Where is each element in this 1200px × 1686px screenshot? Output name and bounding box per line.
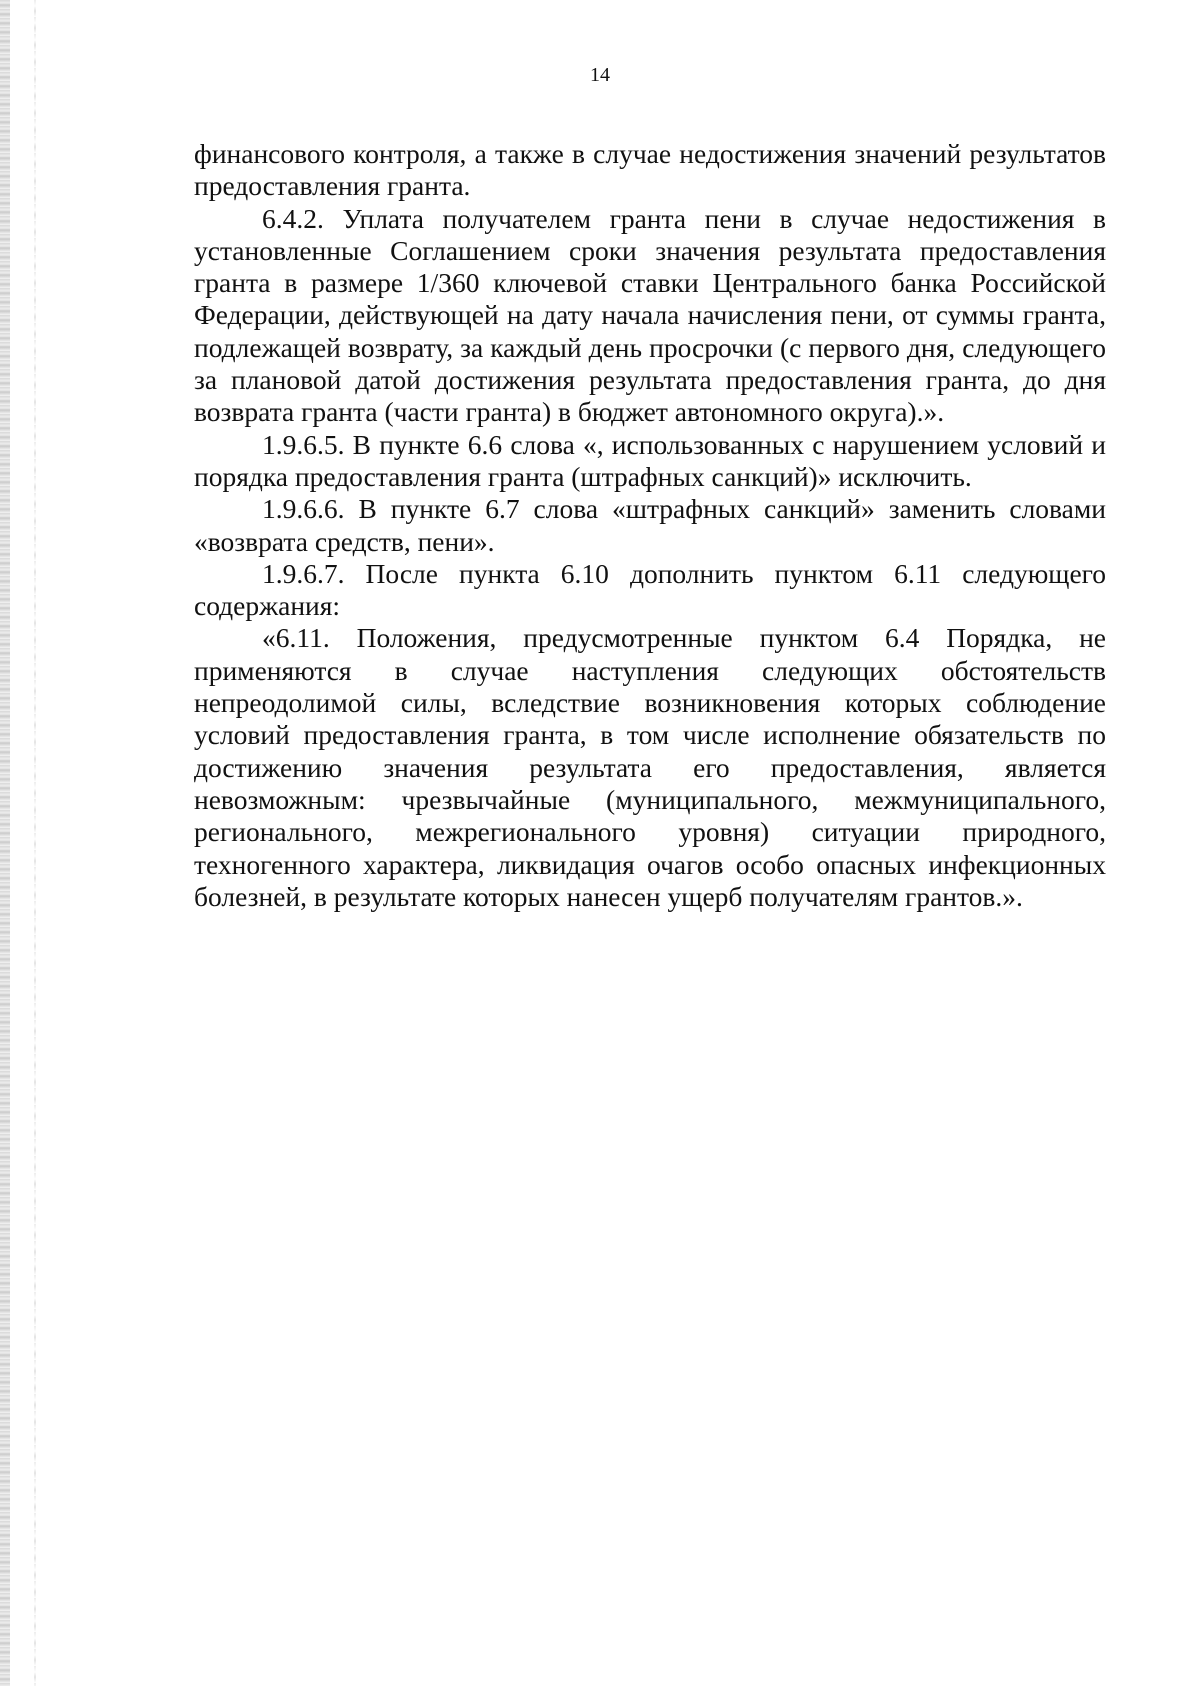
paragraph-6-11: «6.11. Положения, предусмотренные пунктом 6.4 Порядка, не применяются в случае наступления следующих обстоятельств непреодолимой силы, вследствие возникновения которых соблюдение условий предоставления гранта, в том числе исполнение обязательств по достижению значения результата его предоставления, является невозможным: чрезвычайные (муниципального, межмуниципального, регионального, межрегионального уровня) ситуации природного, техногенного характера, ликвидация очагов особо опасных инфекционных болезней, в результате которых нанесен ущерб получателям грантов.».: [194, 622, 1106, 912]
paragraph-6-4-2: 6.4.2. Уплата получателем гранта пени в случае недостижения в установленные Соглашением сроки значения результата предоставления гранта в размере 1/360 ключевой ставки Центрального банка Российской Федерации, действующей на дату начала начисления пени, от суммы гранта, подлежащей возврату, за каждый день просрочки (с первого дня, следующего за плановой датой достижения результата предоставления гранта, до дня возврата гранта (части гранта) в бюджет автономного округа).».: [194, 202, 1106, 428]
document-body: [194, 138, 1106, 913]
scan-edge-shadow: [34, 0, 36, 1686]
paragraph-1-9-6-5: 1.9.6.5. В пункте 6.6 слова «, использованных с нарушением условий и порядка предоставления гранта (штрафных санкций)» исключить.: [194, 428, 1106, 492]
scan-edge-artifact: [0, 0, 10, 1686]
paragraph-continuation: финансового контроля, а также в случае недостижения значений результатов предоставления гранта.: [194, 138, 1106, 202]
page-number: 14: [590, 64, 610, 86]
paragraph-1-9-6-6: 1.9.6.6. В пункте 6.7 слова «штрафных санкций» заменить словами «возврата средств, пени».: [194, 493, 1106, 557]
paragraph-1-9-6-7: 1.9.6.7. После пункта 6.10 дополнить пунктом 6.11 следующего содержания:: [194, 557, 1106, 622]
